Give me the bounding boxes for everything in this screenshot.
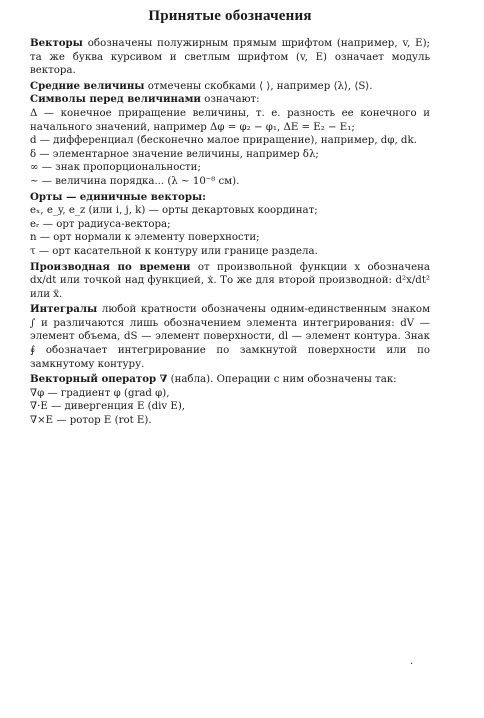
paragraph-averages xyxy=(30,80,430,94)
text-averages: отмечены скобками ⟨ ⟩, например ⟨λ⟩, ⟨S⟩. xyxy=(144,80,373,92)
paragraph-unit-vectors xyxy=(30,191,430,205)
paragraph-integrals xyxy=(30,303,430,371)
line-divergence: ∇·E — дивергенция E (div E), xyxy=(30,401,186,413)
line-rotor: ∇×E — ротор E (rot E). xyxy=(30,415,152,427)
line-tangent: τ — орт касательной к контуру или границе раздела. xyxy=(30,245,318,257)
term-nabla: Векторный оператор ∇ xyxy=(30,373,168,386)
term-vectors: Векторы xyxy=(30,37,83,49)
line-gradient: ∇φ — градиент φ (grad φ), xyxy=(30,387,170,399)
line-normal: n — орт нормали к элементу поверхности; xyxy=(30,232,260,244)
paragraph-vectors xyxy=(30,37,430,78)
page-title: Принятые обозначения xyxy=(148,8,312,24)
term-derivative: Производная по времени xyxy=(30,260,191,273)
footer-mark: . xyxy=(410,656,414,667)
term-symbols: Символы перед величинами xyxy=(30,93,201,106)
paragraph-symbols xyxy=(30,93,430,107)
line-radius: eᵣ — орт радиуса-вектора; xyxy=(30,218,171,230)
line-differential: d — дифференциал (бесконечно малое приращение), например, dφ, dk. xyxy=(30,135,417,147)
page xyxy=(30,8,430,428)
text-symbols: означают: xyxy=(200,94,260,106)
term-integrals: Интегралы xyxy=(30,303,98,316)
term-averages: Средние величины xyxy=(30,79,145,92)
line-cartesian: eₓ, e_y, e_z (или i, j, k) — орты декартовых координат; xyxy=(30,205,318,217)
line-elementary: δ — элементарное значение величины, например δλ; xyxy=(30,148,319,160)
line-proportional: ∞ — знак пропорциональности; xyxy=(30,162,201,174)
line-order: ~ — величина порядка... (λ ~ 10⁻⁸ см). xyxy=(30,175,240,187)
paragraph-nabla xyxy=(30,373,430,387)
text-nabla: (набла). Операции с ним обозначены так: xyxy=(167,374,397,386)
text-vectors: обозначены полужирным прямым шрифтом (например, v, E); та же буква курсивом и светлым шрифтом (v, E) означает модуль вектора. xyxy=(30,38,430,77)
paragraph-derivative xyxy=(30,261,430,302)
text-integrals: любой кратности обозначены одним-единственным знаком ∫ и различаются лишь обозначением элемента интегрирования: dV — элемент объема, dS — элемент поверхности, dl — элемент контура. Знак ∮ обозначает интегрирование по замкнутой поверхности или по замкнутому контуру. xyxy=(30,304,430,370)
term-unit-vectors: Орты — единичные векторы: xyxy=(30,190,206,203)
text-derivative: от произвольной функции x обозначена dx/dt или точкой над функцией, ẋ. То же для второй производной: d²x/dt² или ẍ. xyxy=(30,261,430,300)
line-delta: Δ — конечное приращение величины, т. е. разность ее конечного и начального значений, например Δφ = φ₂ − φ₁, ΔE = E₂ − E₁; xyxy=(30,107,430,133)
